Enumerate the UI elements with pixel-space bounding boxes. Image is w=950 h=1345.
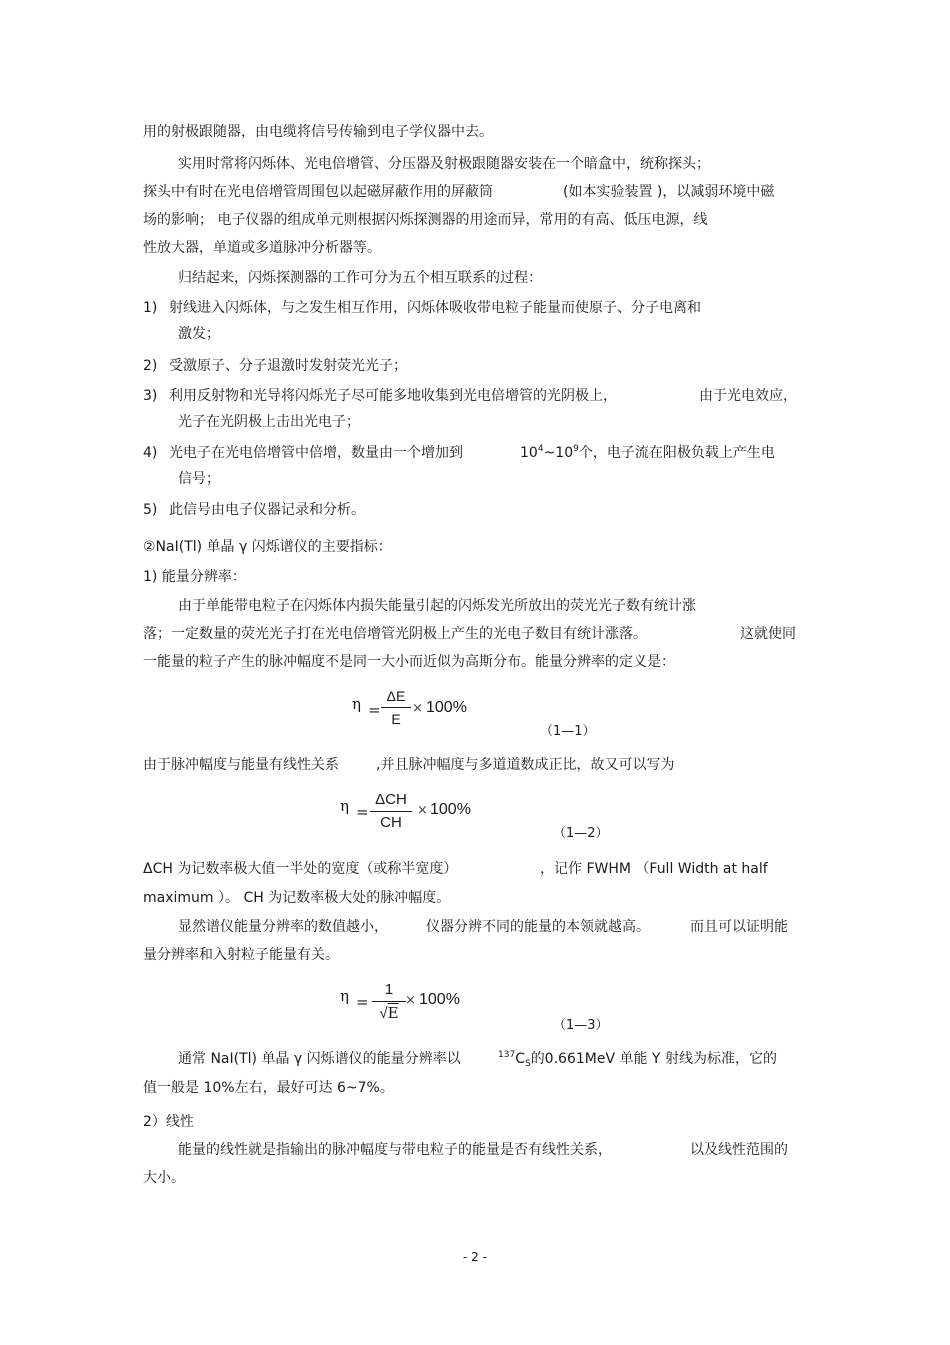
exponent: 9 bbox=[573, 444, 579, 454]
percent-value: 100% bbox=[426, 699, 467, 716]
text-line: 性放大器，单道或多道脉冲分析器等。 bbox=[143, 240, 381, 256]
text-line: ②NaI(Tl) 单晶 γ 闪烁谱仪的主要指标： bbox=[143, 539, 392, 555]
text-line: 一能量的粒子产生的脉冲幅度不是同一大小而近似为高斯分布。能量分辨率的定义是： bbox=[143, 654, 675, 670]
equals-sign: = bbox=[356, 993, 369, 1011]
paragraph-line bbox=[0, 120, 950, 144]
paragraph-line bbox=[0, 236, 950, 260]
text-line: 1) 能量分辨率： bbox=[143, 569, 246, 585]
numerator: 1 bbox=[384, 981, 394, 998]
paragraph-line bbox=[0, 753, 950, 777]
equation-number: （1—2） bbox=[553, 826, 609, 841]
text-line: 这就使同 bbox=[740, 626, 796, 642]
text-line: 以及线性范围的 bbox=[690, 1142, 788, 1158]
list-number: 5) bbox=[143, 502, 158, 518]
fraction-bar bbox=[370, 811, 412, 812]
text-line: 大小。 bbox=[143, 1170, 185, 1186]
list-item bbox=[0, 384, 950, 408]
paragraph-line bbox=[0, 886, 950, 910]
text-line: 由于光电效应， bbox=[699, 388, 797, 404]
list-item-cont bbox=[0, 467, 950, 491]
equals-sign: = bbox=[356, 803, 369, 821]
paragraph-line bbox=[0, 943, 950, 967]
equation-number: （1—1） bbox=[540, 724, 596, 739]
text-line: 激发； bbox=[178, 326, 220, 342]
text-line: 由于单能带电粒子在闪烁体内损失能量引起的闪烁发光所放出的荧光光子数有统计涨 bbox=[178, 598, 696, 614]
element-symbol: C bbox=[515, 1051, 525, 1067]
exponent: 4 bbox=[537, 444, 544, 454]
exponent-expression bbox=[520, 441, 775, 467]
base-number: ~10 bbox=[543, 445, 574, 461]
text-line: 显然谱仪能量分辨率的数值越小， bbox=[178, 919, 388, 935]
denominator: CH bbox=[380, 814, 402, 831]
text-line: 受激原子、分子退激时发射荧光光子； bbox=[169, 358, 407, 374]
times-sign: × bbox=[412, 701, 423, 716]
text-line: 仪器分辨不同的能量的本领就越高。 bbox=[426, 919, 650, 935]
text-line: 信号； bbox=[178, 471, 220, 487]
isotope-label bbox=[498, 1047, 777, 1073]
text-line: 利用反射物和光导将闪烁光子尽可能多地收集到光电倍增管的光阴极上， bbox=[169, 388, 617, 404]
text-line: 探头中有时在光电倍增管周围包以起磁屏蔽作用的屏蔽筒 bbox=[143, 184, 493, 200]
fraction bbox=[381, 686, 411, 729]
text-line: 个，电子流在阳极负载上产生电 bbox=[578, 445, 775, 461]
text-line: 此信号由电子仪器记录和分析。 bbox=[169, 502, 365, 518]
subsection-heading bbox=[0, 565, 950, 589]
paragraph-line bbox=[0, 1047, 950, 1071]
denominator bbox=[372, 1003, 406, 1024]
text-line: 的0.661MeV 单能 Y 射线为标准，它的 bbox=[530, 1051, 777, 1067]
paragraph-line bbox=[0, 1076, 950, 1100]
list-number: 1) bbox=[143, 300, 158, 316]
paragraph-line bbox=[0, 622, 950, 646]
sqrt-icon: √ bbox=[379, 1005, 388, 1022]
text-line: 用的射极跟随器，由电缆将信号传输到电子学仪器中去。 bbox=[143, 124, 493, 140]
list-item bbox=[0, 498, 950, 522]
text-line: ,并且脉冲幅度与多道道数成正比，故又可以写为 bbox=[376, 757, 675, 773]
text-line: ，记作 FWHM （Full Width at half bbox=[540, 861, 768, 877]
text-line: 由于脉冲幅度与能量有线性关系 bbox=[143, 757, 339, 773]
text-line: 光电子在光电倍增管中倍增，数量由一个增加到 bbox=[169, 445, 463, 461]
text-line: 能量的线性就是指输出的脉冲幅度与带电粒子的能量是否有线性关系， bbox=[178, 1142, 612, 1158]
text-line: 而且可以证明能 bbox=[690, 919, 788, 935]
list-number: 4) bbox=[143, 445, 158, 461]
denominator: E bbox=[391, 711, 401, 727]
text-line: (如本实验装置 )，以减弱环境中磁 bbox=[563, 184, 775, 200]
text-line: maximum ）。 CH 为记数率极大处的脉冲幅度。 bbox=[143, 890, 451, 906]
fraction bbox=[370, 790, 412, 833]
eta-symbol: η bbox=[352, 695, 361, 713]
text-line: 落；一定数量的荧光光子打在光电倍增管光阴极上产生的光电子数目有统计涨落。 bbox=[143, 626, 647, 642]
page-number: - 2 - bbox=[463, 1250, 487, 1264]
paragraph-line bbox=[0, 915, 950, 939]
times-sign: × bbox=[417, 803, 428, 818]
percent-value: 100% bbox=[419, 991, 460, 1008]
text-line: 光子在光阴极上击出光电子； bbox=[178, 414, 360, 430]
text-line: 射线进入闪烁体，与之发生相互作用，闪烁体吸收带电粒子能量而使原子、分子电离和 bbox=[169, 300, 701, 316]
subsection-heading bbox=[0, 1110, 950, 1134]
eta-symbol: η bbox=[340, 797, 349, 815]
list-item-cont bbox=[0, 322, 950, 346]
paragraph-line bbox=[0, 266, 950, 290]
list-item bbox=[0, 354, 950, 378]
text-line: 值一般是 10%左右，最好可达 6~7%。 bbox=[143, 1080, 394, 1096]
percent-value: 100% bbox=[430, 801, 471, 818]
list-item bbox=[0, 296, 950, 320]
paragraph-line bbox=[0, 208, 950, 232]
numerator: ΔCH bbox=[375, 791, 407, 808]
element-subscript: S bbox=[524, 1059, 531, 1069]
mass-number: 137 bbox=[498, 1050, 516, 1060]
text-line: 量分辨率和入射粒子能量有关。 bbox=[143, 947, 339, 963]
text-line: 通常 NaI(Tl) 单晶 γ 闪烁谱仪的能量分辨率以 bbox=[178, 1051, 461, 1067]
paragraph-line bbox=[0, 180, 950, 204]
list-number: 3) bbox=[143, 388, 158, 404]
paragraph-line bbox=[0, 1166, 950, 1190]
fraction-bar bbox=[381, 707, 411, 708]
list-item-cont bbox=[0, 410, 950, 434]
text-line: ΔCH 为记数率极大值一半处的宽度（或称半宽度） bbox=[143, 861, 458, 877]
section-heading bbox=[0, 535, 950, 559]
numerator: ΔE bbox=[386, 688, 406, 704]
text-line: 场的影响； 电子仪器的组成单元则根据闪烁探测器的用途而异，常用的有高、低压电源，线 bbox=[143, 212, 708, 228]
list-number: 2) bbox=[143, 358, 158, 374]
paragraph-line bbox=[0, 857, 950, 881]
equation-number: （1—3） bbox=[553, 1018, 609, 1033]
list-item bbox=[0, 441, 950, 465]
eta-symbol: η bbox=[340, 987, 349, 1005]
text-line: 2）线性 bbox=[143, 1114, 194, 1130]
paragraph-line bbox=[0, 650, 950, 674]
equals-sign: = bbox=[368, 701, 381, 719]
base-number: 10 bbox=[520, 445, 538, 461]
fraction bbox=[372, 980, 406, 1024]
paragraph-line bbox=[0, 152, 950, 176]
text-line: 归结起来，闪烁探测器的工作可分为五个相互联系的过程： bbox=[178, 270, 542, 286]
paragraph-line bbox=[0, 594, 950, 618]
text-line: 实用时常将闪烁体、光电倍增管、分压器及射极跟随器安装在一个暗盒中，统称探头； bbox=[178, 156, 710, 172]
fraction-bar bbox=[372, 1001, 406, 1002]
paragraph-line bbox=[0, 1138, 950, 1162]
radicand: E bbox=[387, 1004, 399, 1022]
times-sign: × bbox=[405, 993, 416, 1008]
